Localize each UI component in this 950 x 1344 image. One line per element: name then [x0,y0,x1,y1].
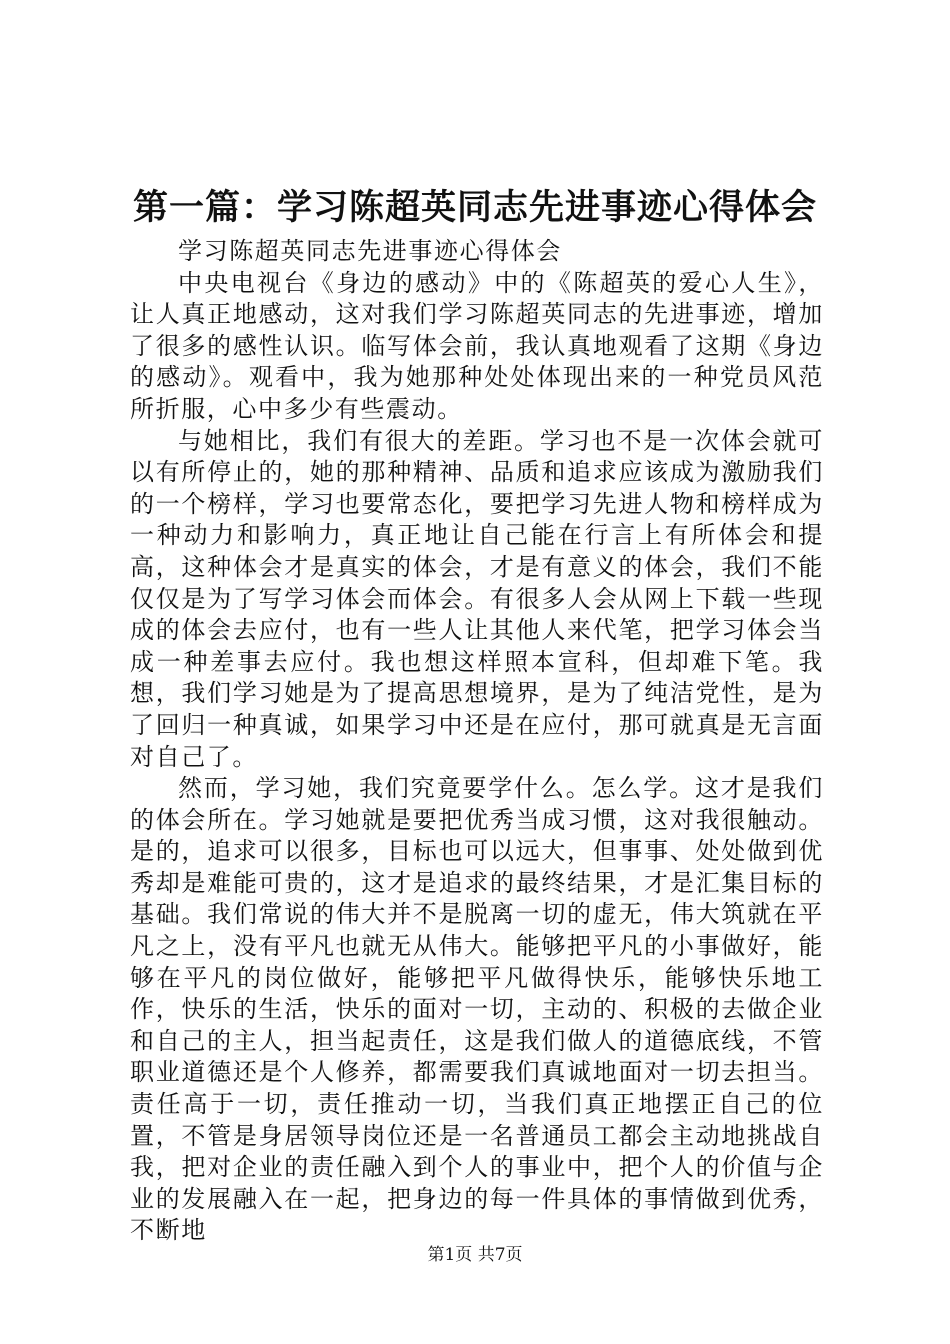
paragraph-1: 中央电视台《身边的感动》中的《陈超英的爱心人生》，让人真正地感动，这对我们学习陈超英同志的先进事迹，增加了很多的感性认识。临写体会前，我认真地观看了这期《身边的感动》。观看中，我为她那种处处体现出来的一种党员风范所折服，心中多少有些震动。 [130,268,824,423]
paragraph-2: 与她相比，我们有很大的差距。学习也不是一次体会就可以有所停止的，她的那种精神、品质和追求应该成为激励我们的一个榜样，学习也要常态化，要把学习先进人物和榜样成为一种动力和影响力，真正地让自己能在行言上有所体会和提高，这种体会才是真实的体会，才是有意义的体会，我们不能仅仅是为了写学习体会而体会。有很多人会从网上下载一些现成的体会去应付，也有一些人让其他人来代笔，把学习体会当成一种差事去应付。我也想这样照本宣科，但却难下笔。我想，我们学习她是为了提高思想境界，是为了纯洁党性，是为了回归一种真诚，如果学习中还是在应付，那可就真是无言面对自己了。 [130,426,824,771]
page-number-footer: 第1页 共7页 [427,1245,523,1265]
document-title: 第一篇：学习陈超英同志先进事迹心得体会 [132,188,817,228]
document-body [130,236,824,1247]
paragraph-3: 然而，学习她，我们究竟要学什么。怎么学。这才是我们的体会所在。学习她就是要把优秀当成习惯，这对我很触动。是的，追求可以很多，目标也可以远大，但事事、处处做到优秀却是难能可贵的，这才是追求的最终结果，才是汇集目标的基础。我们常说的伟大并不是脱离一切的虚无，伟大筑就在平凡之上，没有平凡也就无从伟大。能够把平凡的小事做好，能够在平凡的岗位做好，能够把平凡做得快乐，能够快乐地工作，快乐的生活，快乐的面对一切，主动的、积极的去做企业和自己的主人，担当起责任，这是我们做人的道德底线，不管职业道德还是个人修养，都需要我们真诚地面对一切去担当。责任高于一切，责任推动一切，当我们真正地摆正自己的位置，不管是身居领导岗位还是一名普通员工都会主动地挑战自我，把对企业的责任融入到个人的事业中，把个人的价值与企业的发展融入在一起，把身边的每一件具体的事情做到优秀，不断地 [130,774,824,1245]
subtitle-line: 学习陈超英同志先进事迹心得体会 [178,237,562,265]
